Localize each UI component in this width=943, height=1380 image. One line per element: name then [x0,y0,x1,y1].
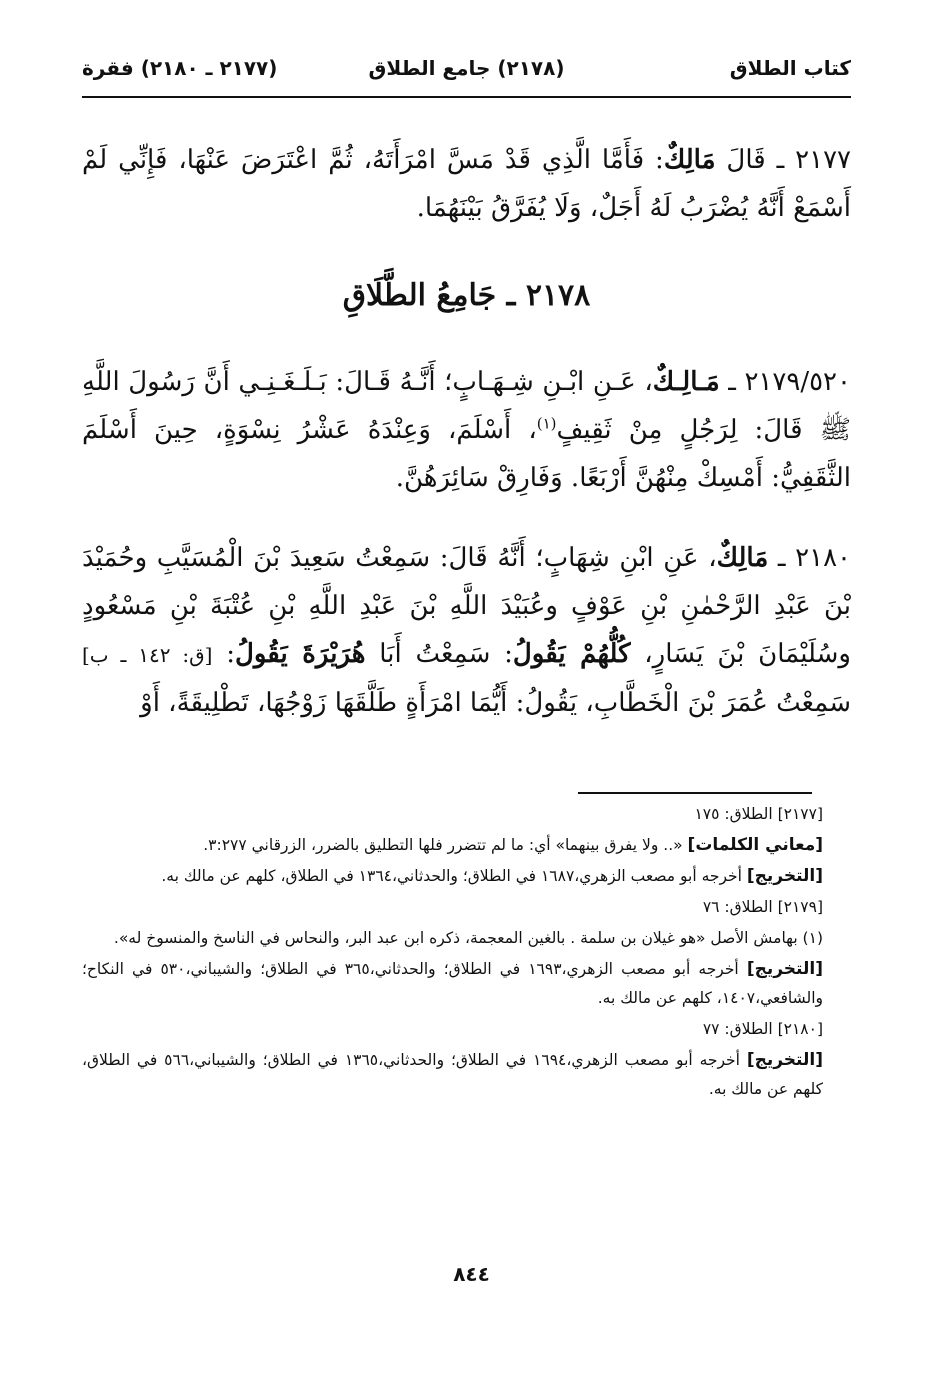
paragraph-2180 [82,534,851,727]
footnotes [82,800,823,1106]
narrator-name: مَالِكٌ [663,145,716,175]
chapter-title: ٢١٧٨ ـ جَامِعُ الطَّلَاقِ [342,278,591,313]
footnote-head-2177: [٢١٧٧] الطلاق: ١٧٥ [694,805,823,823]
footnote-note-1: (١) بهامش الأصل «هو غيلان بن سلمة . بالغين المعجمة، ذكره ابن عبد البر، والنحاس في الناسخ والمنسوخ له». [113,929,823,947]
paragraph-2177 [82,136,851,232]
manuscript-reference: [ق: ١٤٢ ـ ب] [82,643,213,667]
page-number: ٨٤٤ [453,1262,490,1286]
paragraph-text: : سَمِعْتُ أَبَا [365,639,513,669]
footnote-takhrij-2180 [82,1046,823,1104]
footnote-divider [578,792,812,794]
footnote-text: أخرجه أبو مصعب الزهري،١٦٩٤ في الطلاق؛ والحدثاني،١٣٦٥ في الطلاق؛ والشيباني،٥٦٦ في الطلاق، كلهم عن مالك به. [82,1051,823,1098]
paragraph-number: ٢١٧٧ ـ [765,145,851,175]
paragraph-text: قَالَ [715,145,766,175]
footnote-head-2180: [٢١٨٠] الطلاق: ٧٧ [702,1020,823,1038]
footnote-takhrij-2179 [82,955,823,1013]
paragraph-text: ، عَـنِ ابْـنِ شِـهَـابٍ؛ أَنَّـهُ قَـالَ: بَـلَـغَـنِـي أَنَّ رَسُولَ اللَّهِ ﷺ قَالَ: لِرَجُلٍ مِنْ ثَقِيفٍ [82,367,851,445]
footnote-label: [التخريج] [746,866,823,886]
footnote-label: [التخريج] [746,1050,823,1070]
header-paragraph-range: (٢١٧٧ ـ ٢١٨٠) فقرة [82,56,278,80]
header-book-title: كتاب الطلاق [729,56,851,80]
narrator-name: مَالِكٌ [716,543,769,573]
paragraph-text: : فَأَمَّا الَّذِي قَدْ مَسَّ امْرَأَتَهُ، ثُمَّ اعْتَرَضَ عَنْهَا، فَإِنِّي لَمْ أَسْمَعْ أَنَّهُ يُضْرَبُ لَهُ أَجَلٌ، وَلَا يُفَرَّقُ بَيْنَهُمَا. [82,145,851,223]
paragraph-text: ، أَسْلَمَ، وَعِنْدَهُ عَشْرُ نِسْوَةٍ، حِينَ أَسْلَمَ الثَّقَفِيُّ: أَمْسِكْ مِنْهُنَّ أَرْبَعًا. وَفَارِقْ سَائِرَهُنَّ. [82,415,851,493]
paragraph-text: : [212,639,235,669]
footnote-text: «.. ولا يفرق بينهما» أي: ما لم تتضرر فلها التطليق بالضرر، الزرقاني ٣:٢٧٧. [203,836,688,854]
footnote-marker[interactable]: (١) [536,414,557,433]
narrator-name: مَـالِـكٌ [652,367,720,397]
running-header [82,52,851,92]
footnote-label: [معاني الكلمات] [687,835,823,855]
paragraph-text: ، عَنِ ابْنِ شِهَابٍ؛ أَنَّهُ قَالَ: سَمِعْتُ سَعِيدَ بْنَ الْمُسَيَّبِ وحُمَيْدَ بْنَ عَبْدِ الرَّحْمٰنِ بْنِ عَوْفٍ وعُبَيْدَ اللَّهِ بْنَ عَبْدِ اللَّهِ بْنِ عُتْبَةَ بْنِ مَسْعُودٍ وسُلَيْمَانَ بْنَ يَسَارٍ، [82,543,851,669]
footnote-text: أخرجه أبو مصعب الزهري،١٦٩٣ في الطلاق؛ والحدثاني،٣٦٥ في الطلاق؛ والشيباني،٥٣٠ في النكاح؛ والشافعي،١٤٠٧، كلهم عن مالك به. [82,960,823,1007]
paragraph-number: ٢١٨٠ ـ [768,543,851,573]
header-divider [82,96,851,98]
paragraph-text: سَمِعْتُ عُمَرَ بْنَ الْخَطَّابِ، يَقُولُ: أَيُّمَا امْرَأَةٍ طَلَّقَهَا زَوْجُهَا، تَطْلِيقَةً، أَوْ [140,688,851,718]
footnote-text: أخرجه أبو مصعب الزهري،١٦٨٧ في الطلاق؛ والحدثاني،١٣٦٤ في الطلاق، كلهم عن مالك به. [161,867,747,885]
footnote-head-2179: [٢١٧٩] الطلاق: ٧٦ [702,898,823,916]
footnote-takhrij-2177 [82,862,823,891]
emphasis-text: هُرَيْرَةَ يَقُولُ [234,639,366,669]
footnote-meanings-2177 [82,831,823,860]
footnote-label: [التخريج] [746,959,823,979]
header-chapter-title: (٢١٧٨) جامع الطلاق [368,56,565,80]
emphasis-text: كُلُّهُمْ يَقُولُ [512,639,631,669]
main-text [82,136,851,759]
paragraph-number: ٢١٧٩/٥٢٠ ـ [719,367,851,397]
paragraph-2179 [82,358,851,502]
